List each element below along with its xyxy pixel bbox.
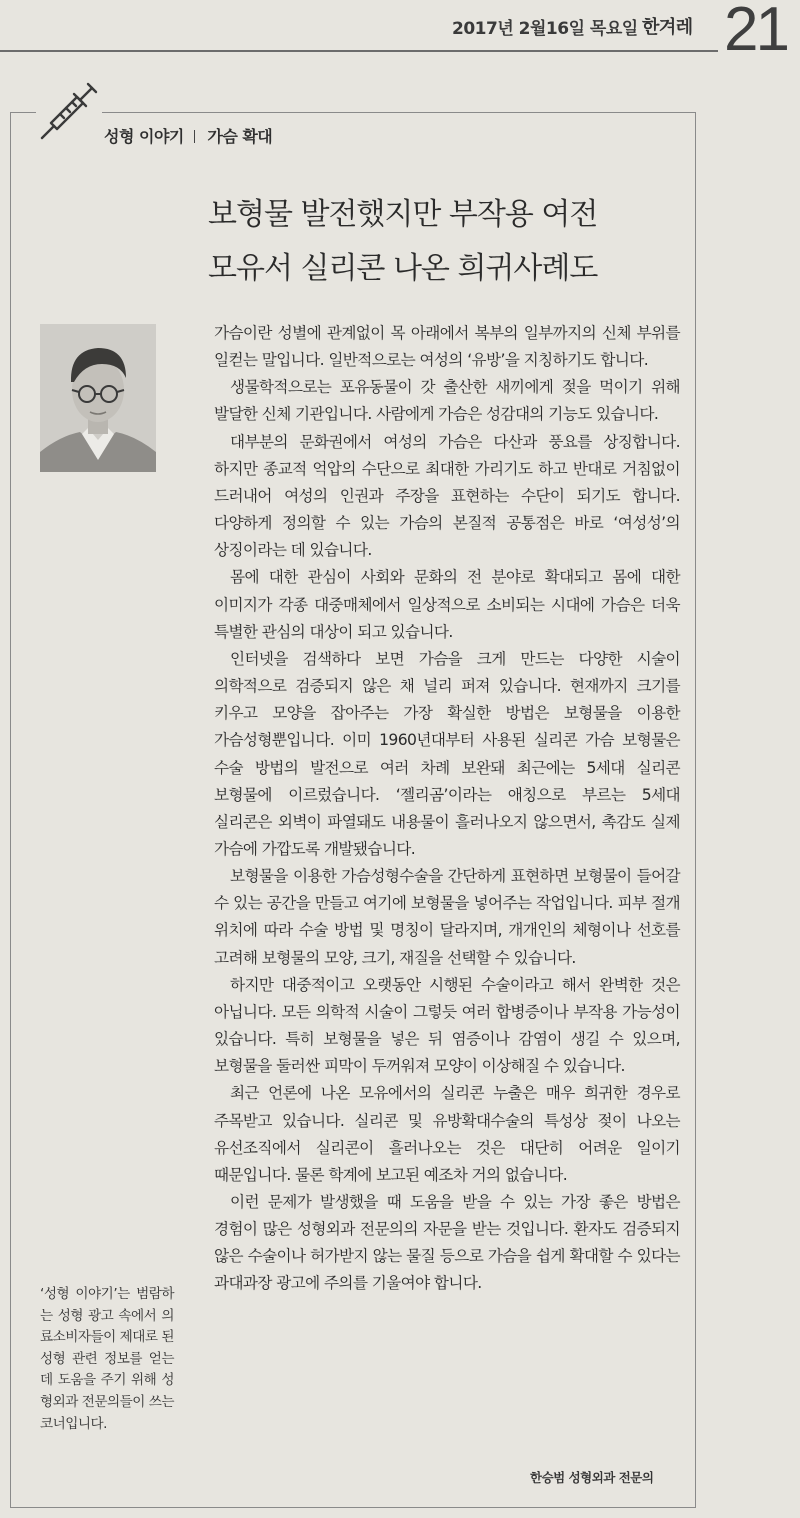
body-paragraph: 생물학적으로는 포유동물이 갓 출산한 새끼에게 젖을 먹이기 위해 발달한 신체 기관입니다. 사람에게 가슴은 성감대의 기능도 있습니다. <box>214 378 680 424</box>
byline: 한승범 성형외과 전문의 <box>530 1470 654 1485</box>
newspaper-name: 한겨레 <box>642 17 693 38</box>
section-kicker <box>104 124 272 147</box>
masthead-rule <box>0 50 718 52</box>
page-number: 21 <box>724 0 787 64</box>
headline <box>208 188 678 296</box>
body-paragraph: 최근 언론에 나온 모유에서의 실리콘 누출은 매우 희귀한 경우로 주목받고 있습니다. 실리콘 및 유방확대수술의 특성상 젖이 나오는 유선조직에서 실리콘이 흘러나오는 것은 대단히 어려운 일이기 때문입니다. 물론 학계에 보고된 예조차 거의 없습니다. <box>214 1084 680 1184</box>
body-paragraph: 하지만 대중적이고 오랫동안 시행된 수술이라고 해서 완벽한 것은 아닙니다. 모든 의학적 시술이 그렇듯 여러 합병증이나 부작용 가능성이 있습니다. 특히 보형물을 넣은 뒤 염증이나 감염이 생길 수 있으며, 보형물을 둘러싼 피막이 두꺼워져 모양이 이상해질 수 있습니다. <box>214 975 680 1076</box>
kicker-divider <box>194 130 196 143</box>
topic-name: 가슴 확대 <box>207 127 273 146</box>
syringe-icon <box>38 80 100 142</box>
body-paragraph: 인터넷을 검색하다 보면 가슴을 크게 만드는 다양한 시술이 의학적으로 검증되지 않은 채 널리 퍼져 있습니다. 현재까지 크기를 키우고 모양을 잡아주는 가장 확실한 방법은 보형물을 이용한 가슴성형뿐입니다. 이미 1960년대부터 사용된 실리콘 가슴 보형물은 수술 방법의 발전으로 여러 차례 보완돼 최근에는 5세대 실리콘 보형물에 이르렀습니다. ‘젤리곰’이라는 애칭으로 부르는 5세대 실리콘은 외벽이 파열돼도 내용물이 흘러나오지 않으면서, 촉감도 실제 가슴에 가깝도록 개발됐습니다. <box>214 649 680 858</box>
body-paragraph: 몸에 대한 관심이 사회와 문화의 전 분야로 확대되고 몸에 대한 이미지가 각종 대중매체에서 일상적으로 소비되는 시대에 가슴은 더욱 특별한 관심의 대상이 되고 있습니다. <box>214 568 680 641</box>
publication-date: 2017년 2월16일 목요일 <box>452 19 638 39</box>
series-description: ‘성형 이야기’는 범람하는 성형 광고 속에서 의료소비자들이 제대로 된 성형 관련 정보를 얻는 데 도움을 주기 위해 성형외과 전문의들이 쓰는 코너입니다. <box>40 1286 174 1432</box>
masthead <box>0 0 800 64</box>
body-paragraph: 가슴이란 성별에 관계없이 목 아래에서 복부의 일부까지의 신체 부위를 일컫는 말입니다. 일반적으로는 여성의 ‘유방’을 지칭하기도 합니다. <box>214 324 680 370</box>
author-photo <box>40 324 156 472</box>
article-body <box>214 320 680 1298</box>
series-name: 성형 이야기 <box>104 127 184 146</box>
headline-line-1: 보형물 발전했지만 부작용 여전 <box>208 197 598 232</box>
body-paragraph: 보형물을 이용한 가슴성형수술을 간단하게 표현하면 보형물이 들어갈 수 있는 공간을 만들고 여기에 보형물을 넣어주는 작업입니다. 피부 절개 위치에 따라 수술 방법 및 명칭이 달라지며, 개개인의 체형이나 선호를 고려해 보형물의 모양, 크기, 재질을 선택할 수 있습니다. <box>214 867 680 967</box>
body-paragraph: 이런 문제가 발생했을 때 도움을 받을 수 있는 가장 좋은 방법은 경험이 많은 성형외과 전문의의 자문을 받는 것입니다. 환자도 검증되지 않은 수술이나 허가받지 않는 물질 등으로 가슴을 쉽게 확대할 수 있다는 과대과장 광고에 주의를 기울여야 합니다. <box>214 1193 680 1293</box>
body-paragraph: 대부분의 문화권에서 여성의 가슴은 다산과 풍요를 상징합니다. 하지만 종교적 억압의 수단으로 최대한 가리기도 하고 반대로 거침없이 드러내어 여성의 인권과 주장을 표현하는 수단이 되기도 합니다. 다양하게 정의할 수 있는 가슴의 본질적 공통점은 바로 ‘여성성’의 상징이라는 데 있습니다. <box>214 432 680 560</box>
headline-line-2: 모유서 실리콘 나온 희귀사례도 <box>208 251 598 286</box>
